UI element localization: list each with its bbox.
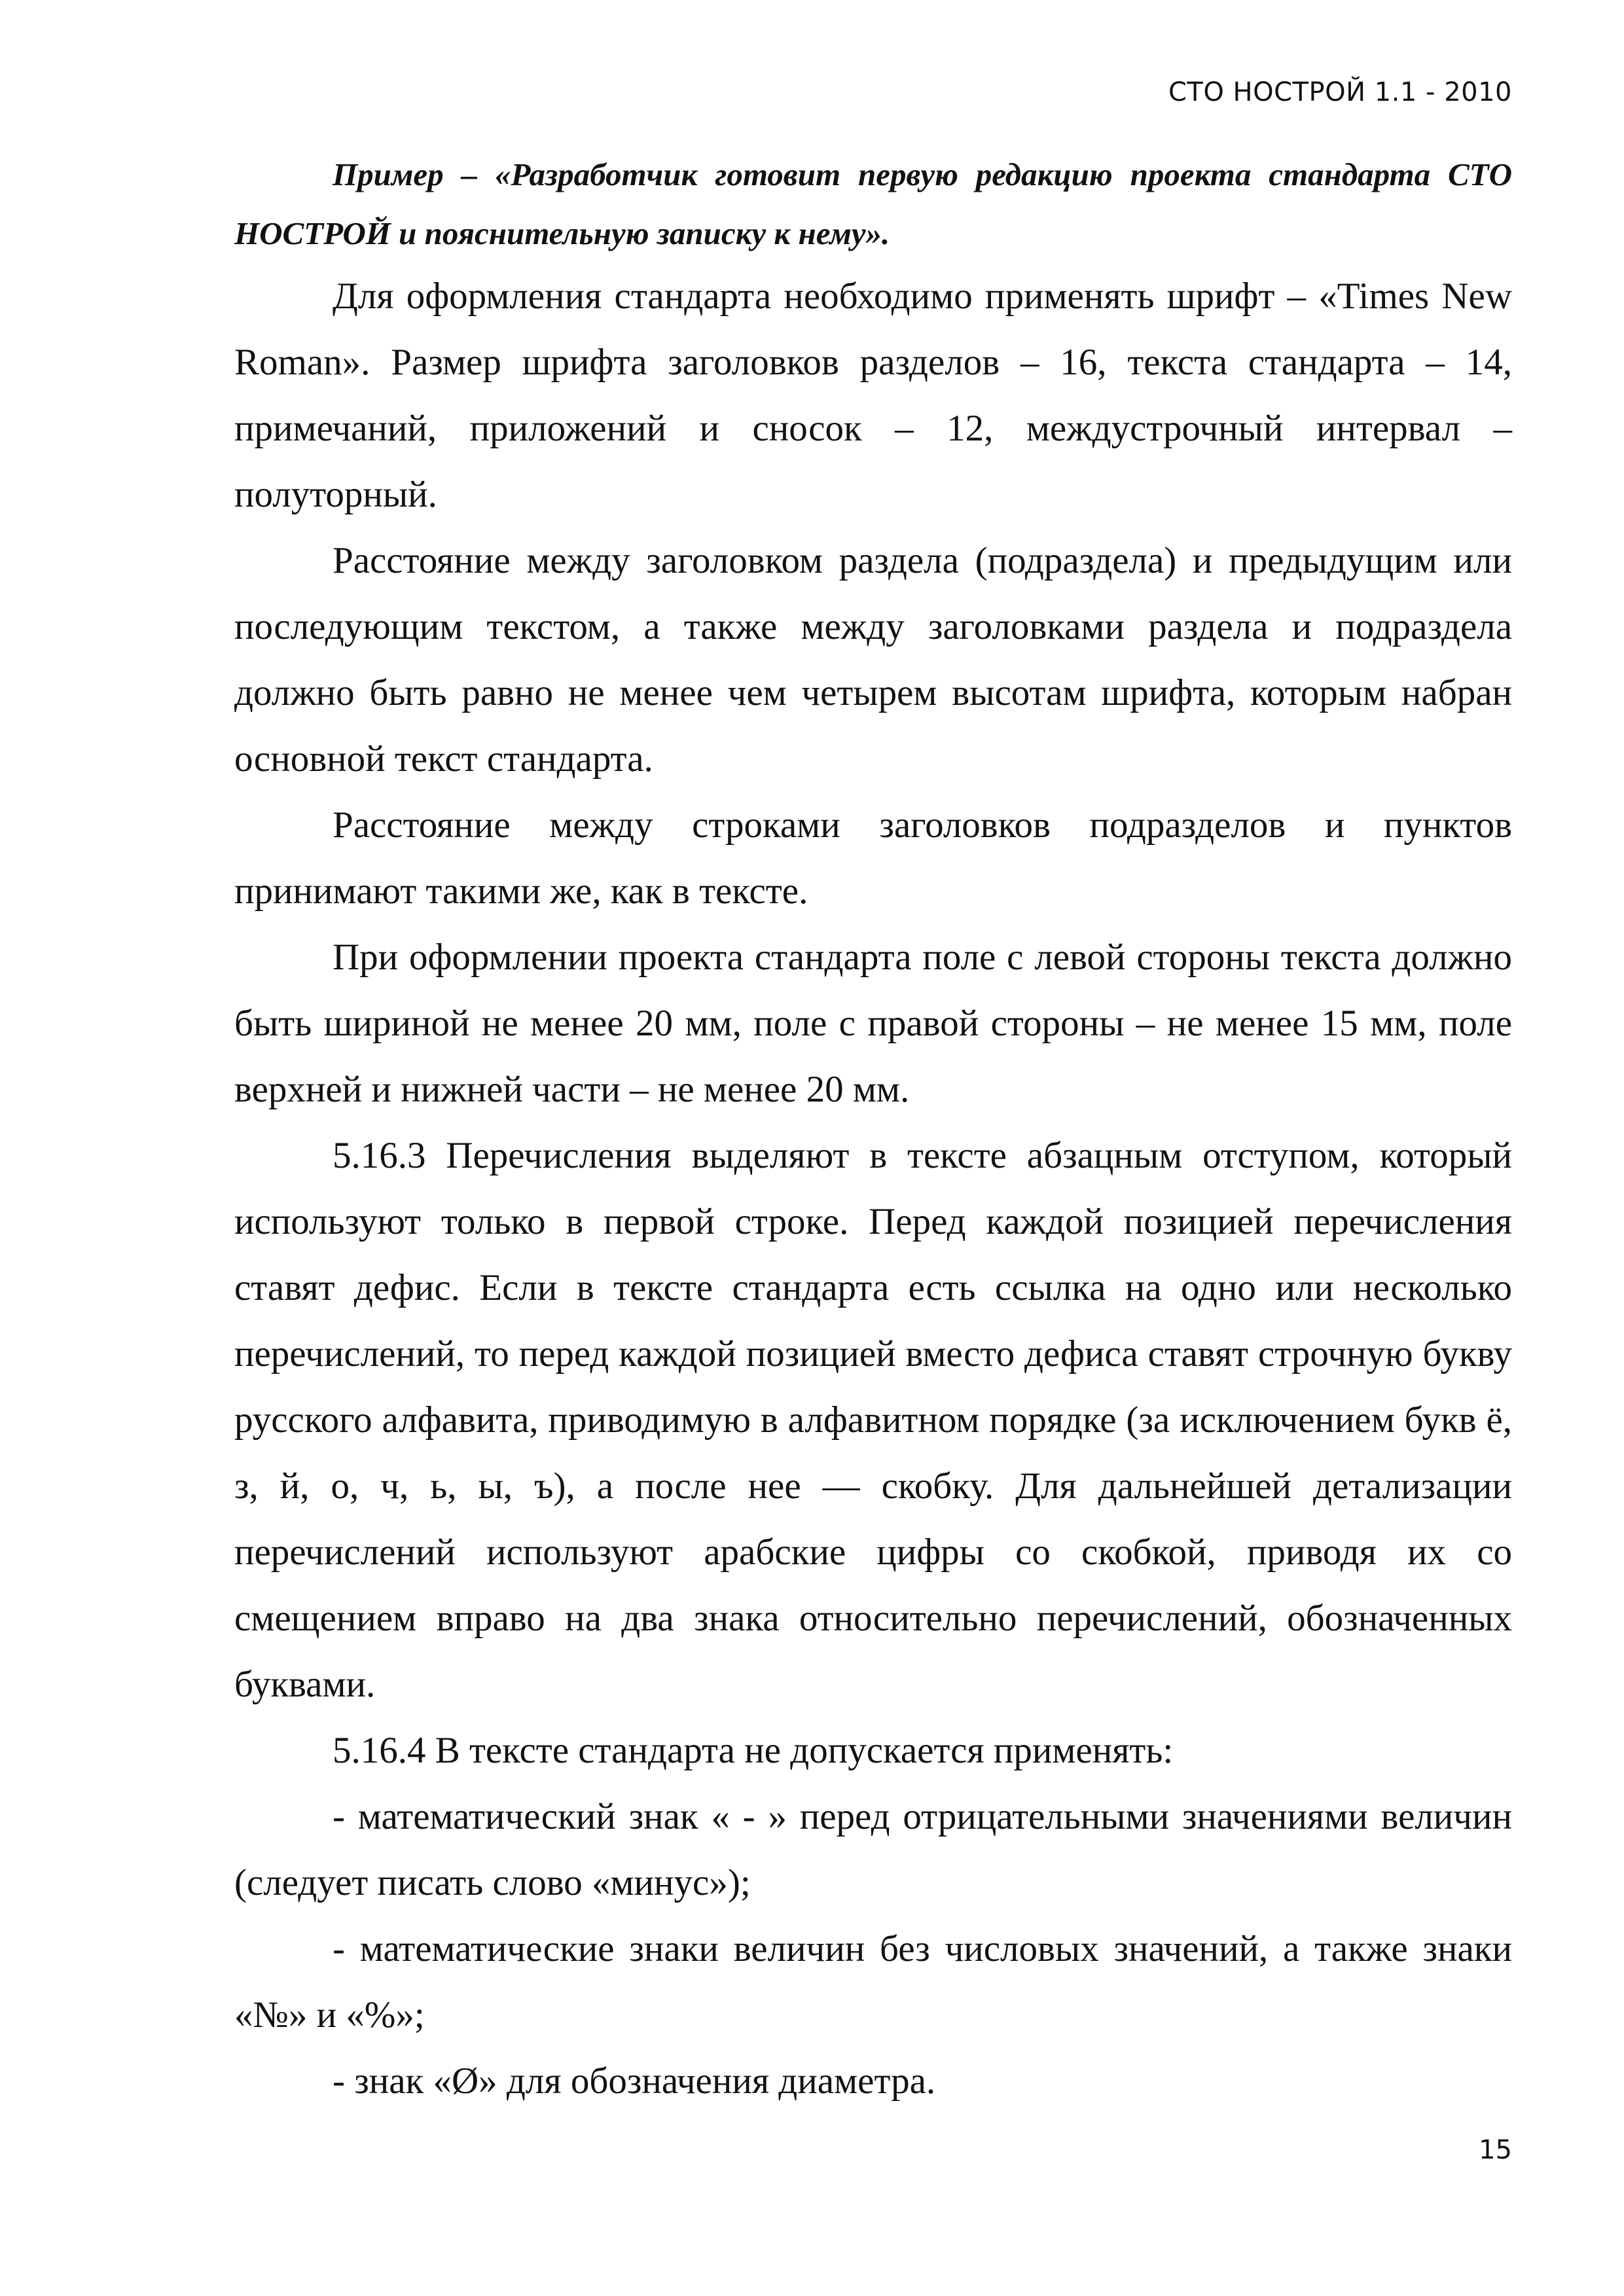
example-paragraph: Пример – «Разработчик готовит первую редакцию проекта стандарта СТО НОСТРОЙ и пояснительную записку к нему». — [234, 156, 1512, 251]
paragraph-5-16-3-enumerations: 5.16.3 Перечисления выделяют в тексте абзацным отступом, который используют только в первой строке. Перед каждой позицией перечисления ставят дефис. Если в тексте стандарта есть ссылка на одно или несколько перечислений, то перед каждой позицией вместо дефиса ставят строчную букву русского алфавита, приводимую в алфавитном порядке (за исключением букв ё, з, й, о, ч, ь, ы, ъ), а после нее — скобку. Для дальнейшей детализации перечислений используют арабские цифры со скобкой, приводя их со смещением вправо на два знака относительно перечислений, обозначенных буквами. — [234, 1135, 1512, 1705]
paragraph-line-spacing: Расстояние между строками заголовков подразделов и пунктов принимают такими же, как в тексте. — [234, 804, 1512, 912]
running-header: СТО НОСТРОЙ 1.1 - 2010 — [1168, 77, 1512, 107]
list-item-math-signs: - математические знаки величин без числовых значений, а также знаки «№» и «%»; — [234, 1928, 1512, 2036]
paragraph-margins: При оформлении проекта стандарта поле с левой стороны текста должно быть шириной не менее 20 мм, поле с правой стороны – не менее 15 мм, поле верхней и нижней части – не менее 20 мм. — [234, 937, 1512, 1110]
paragraph-5-16-4-intro: 5.16.4 В тексте стандарта не допускается применять: — [333, 1730, 1174, 1771]
list-item-minus-sign: - математический знак « - » перед отрицательными значениями величин (следует писать слово «минус»); — [234, 1796, 1512, 1903]
paragraph-heading-spacing: Расстояние между заголовком раздела (подраздела) и предыдущим или последующим текстом, а также между заголовками раздела и подраздела должно быть равно не менее чем четырем высотам шрифта, которым набран основной текст стандарта. — [234, 540, 1512, 780]
page-number: 15 — [1479, 2135, 1512, 2165]
list-item-diameter-sign: - знак «Ø» для обозначения диаметра. — [333, 2060, 936, 2102]
body-text — [234, 145, 1512, 2114]
paragraph-font-requirements: Для оформления стандарта необходимо применять шрифт – «Times New Roman». Размер шрифта заголовков разделов – 16, текста стандарта – 14, примечаний, приложений и сносок – 12, междустрочный интервал – полуторный. — [234, 276, 1512, 515]
